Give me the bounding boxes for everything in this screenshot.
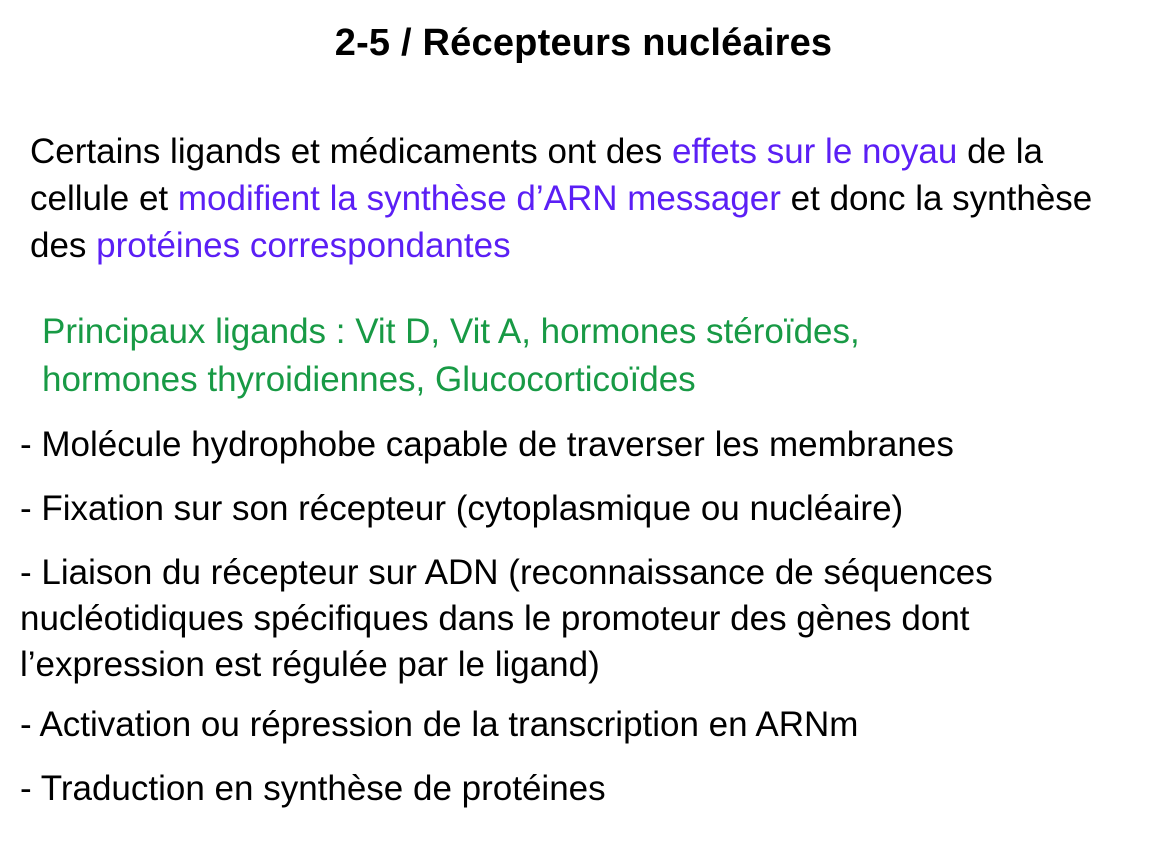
bullet-item: - Traduction en synthèse de protéines xyxy=(20,769,606,808)
bullet-item: - Molécule hydrophobe capable de traverser les membranes xyxy=(20,425,954,464)
slide-title: 2-5 / Récepteurs nucléaires xyxy=(334,22,833,64)
bullet-item: - Activation ou répression de la transcription en ARNm xyxy=(20,705,859,744)
ligands-block xyxy=(42,308,1142,404)
intro-text-2: de la cellule et xyxy=(30,132,1043,218)
bullet-item: - Fixation sur son récepteur (cytoplasmique ou nucléaire) xyxy=(20,489,904,528)
intro-text-3: et donc la synthèse des xyxy=(30,179,1093,265)
ligands-line-1: Principaux ligands : Vit D, Vit A, hormones stéroïdes, xyxy=(42,312,860,351)
intro-highlight-2: modifient la synthèse d’ARN messager xyxy=(177,179,781,218)
bullet-list xyxy=(20,422,1150,830)
intro-paragraph xyxy=(30,128,1150,269)
intro-text-1: Certains ligands et médicaments ont des xyxy=(30,132,672,171)
bullet-item: - Liaison du récepteur sur ADN (reconnaissance de séquences nucléotidiques spécifiques dans le promoteur des gènes dont l’expression est régulée par le ligand) xyxy=(20,553,993,684)
intro-highlight-1: effets sur le noyau xyxy=(672,132,958,171)
intro-highlight-3: protéines correspondantes xyxy=(96,226,511,265)
ligands-line-2: hormones thyroidiennes, Glucocorticoïdes xyxy=(42,360,696,399)
